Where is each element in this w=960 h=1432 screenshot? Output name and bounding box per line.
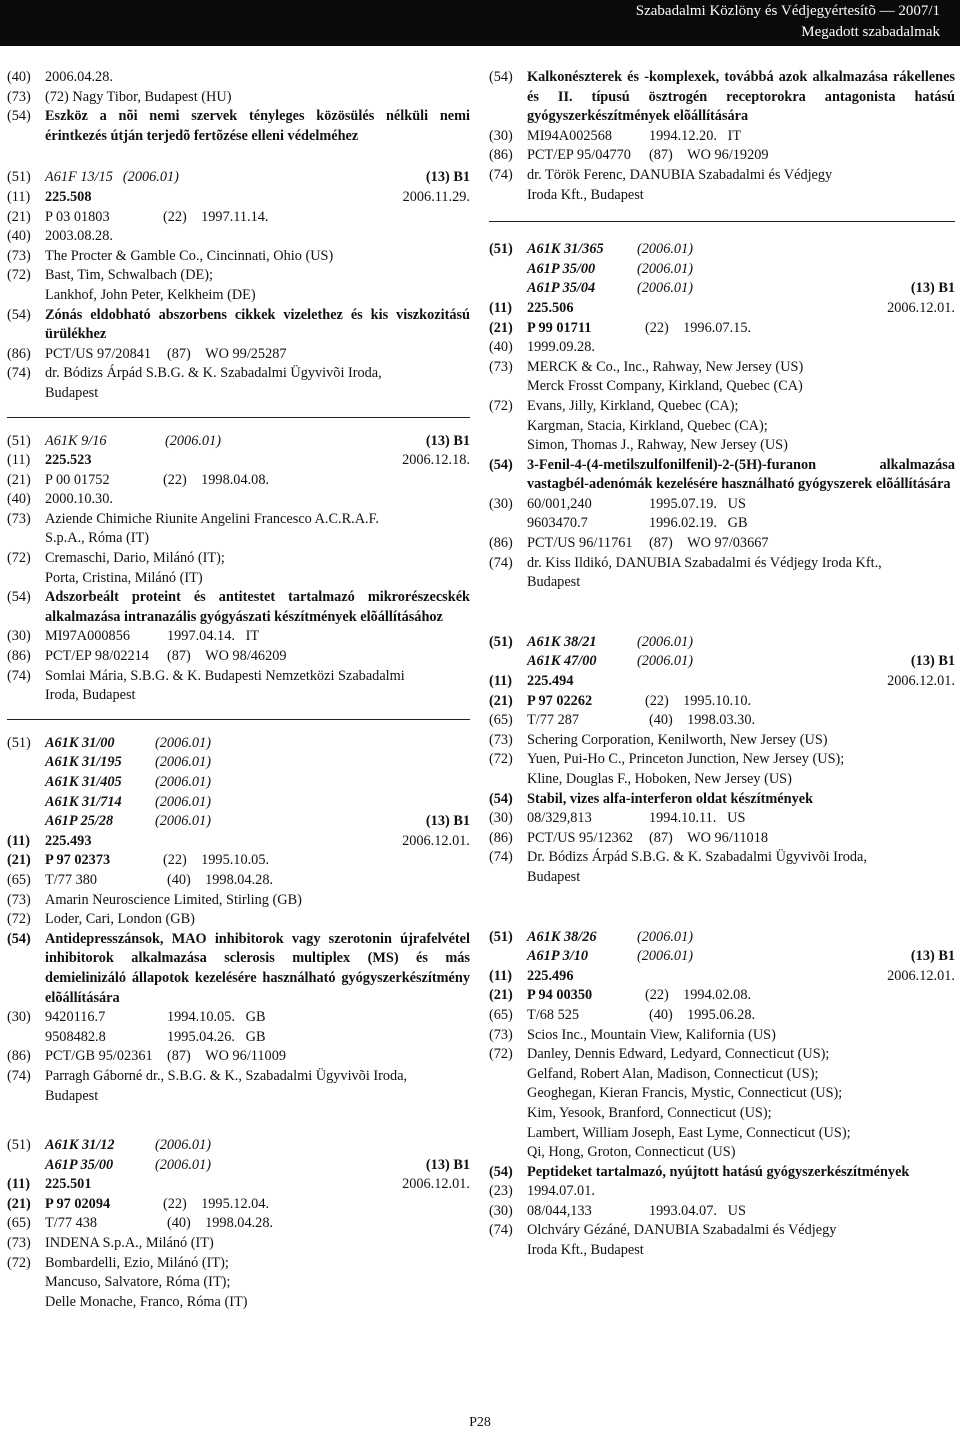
kind-code: (13) B1 bbox=[425, 169, 470, 186]
right-column bbox=[489, 68, 955, 1261]
ipc-class: A61P 35/00 bbox=[45, 1156, 114, 1173]
patent-entry: (51) A61K 31/00 (2006.01) A61K 31/195 (2006.01) A61K 31/405 (2006.01) A61K 31/714 (2006.01) A61P 25/28 (2006.01) (13) B1 (11) 225.493 2006.12.01. (21) P 97 02373 (22) 1995.10.05. (65) T/77 380 (40) 1998.04.28. (73) Amarin Neuroscience Limited, Stirling (GB) (72) Loder, Cari, London (GB) (54) Antidepresszánsok, MAO inhibitorok vagy szerotonin újrafelvétel inhibitorok alkalmazása sclerosis multiplex (MS) és más demielinizáló állapotok kezelésére használható gyógyszerkészítmény elõállítására (30) 9420116.7 1994.10.05. GB 9508482.8 1995.04.26. GB (86) PCT/GB 95/02361 (87) WO 96/11009 (74) Parragh Gáborné dr., S.B.G. & K., Szabadalmi Ügyvivõi Iroda, Budapest bbox=[7, 734, 470, 1104]
kind-code: (13) B1 bbox=[910, 280, 955, 297]
patent-title: Kalkonészterek és -komplexek, továbbá azok alkalmazása rákellenes és II. típusú ösztrogén receptorokra antagonista hatású gyógyszerkészítmények elõállítására bbox=[527, 69, 955, 125]
ipc-class: A61K 31/195 bbox=[45, 754, 122, 771]
patent-title: 3-Fenil-4-(4-metilszulfonilfenil)-2-(5H)-furanon alkalmazása vastagbél-adenómák kezelésére használható gyógyszerek elõállítására bbox=[527, 456, 955, 493]
kind-code: (13) B1 bbox=[910, 948, 955, 965]
patent-entry: (51) A61K 31/12 (2006.01) A61P 35/00 (2006.01) (13) B1 (11) 225.501 2006.12.01. (21) P 97 02094 (22) 1995.12.04. (65) T/77 438 (40) 1998.04.28. (73) INDENA S.p.A., Milánó (IT) (72) Bombardelli, Ezio, Milánó (IT); Mancuso, Salvatore, Róma (IT); Delle Monache, Franco, Róma (IT) bbox=[7, 1137, 470, 1310]
ipc-class: A61P 25/28 bbox=[45, 813, 114, 830]
patent-entry: (51) A61K 38/26 (2006.01) A61P 3/10 (2006.01) (13) B1 (11) 225.496 2006.12.01. (21) P 94 00350 (22) 1994.02.08. (65) T/68 525 (40) 1995.06.28. (73) Scios Inc., Mountain View, Kalifornia (US) (72) Danley, Dennis Edward, Ledyard, Connecticut (US); Gelfand, Robert Alan, Madison, Connecticut (US); Geoghegan, Kieran Francis, Mystic, Connecticut (US); Kim, Yesook, Branford, Connecticut (US); Lambert, William Joseph, East Lyme, Connecticut (US); Qi, Hong, Groton, Connecticut (US) (54) Peptideket tartalmazó, nyújtott hatású gyógyszerkészítmények (23) 1994.07.01. (30) 08/044,133 1993.04.07. US (74) Olchváry Gézáné, DANUBIA Szabadalmi és Védjegy Iroda Kft., Budapest bbox=[489, 928, 955, 1259]
page-header bbox=[0, 0, 960, 46]
patent-title: Adszorbeált proteint és antitestet tartalmazó mikrorészecskék alkalmazása intranazális gyógyászati készítmények elõállításához bbox=[45, 589, 470, 625]
patent-entry: (51) A61F 13/15 (2006.01) (13) B1 (11) 225.508 2006.11.29. (21) P 03 01803 (22) 1997.11.14. (40) 2003.08.28. (73) The Procter & Gamble Co., Cincinnati, Ohio (US) (72) Bast, Tim, Schwalbach (DE); Lankhof, John Peter, Kelkheim (DE) (54) Zónás eldobható abszorbens cikkek vizelethez és kis viszkozitású ürülékhez (86) PCT/US 97/20841 (87) WO 99/25287 (74) dr. Bódizs Árpád S.B.G. & K. Szabadalmi Ügyvivõi Iroda, Budapest bbox=[7, 169, 470, 401]
ipc-class: A61K 31/00 bbox=[45, 734, 115, 751]
patent-number: 225.506 bbox=[527, 299, 574, 316]
ipc-class: A61K 9/16 bbox=[45, 432, 107, 449]
kind-code: (13) B1 bbox=[910, 653, 955, 670]
page-number: P28 bbox=[469, 1415, 491, 1430]
patent-number: 225.508 bbox=[45, 188, 92, 205]
kind-code: (13) B1 bbox=[425, 432, 470, 449]
patent-number: 225.496 bbox=[527, 967, 574, 984]
ipc-class: A61K 38/26 bbox=[527, 928, 597, 945]
patent-title: Antidepresszánsok, MAO inhibitorok vagy szerotonin újrafelvétel inhibitorok alkalmazása sclerosis multiplex (MS) és más demielinizáló állapotok kezelésére használható gyógyszerkészítmény elõállítására bbox=[45, 930, 470, 1006]
patent-number: 225.493 bbox=[45, 832, 92, 849]
patent-title: Stabil, vizes alfa-interferon oldat készítmények bbox=[527, 790, 814, 807]
patent-title: Peptideket tartalmazó, nyújtott hatású gyógyszerkészítmények bbox=[527, 1163, 910, 1180]
ipc-class: A61P 35/00 bbox=[527, 260, 596, 277]
patent-number: 225.501 bbox=[45, 1176, 92, 1193]
patent-title: Zónás eldobható abszorbens cikkek vizelethez és kis viszkozitású ürülékhez bbox=[45, 306, 470, 343]
entry-divider bbox=[7, 417, 470, 418]
patent-entry: (51) A61K 9/16 (2006.01) (13) B1 (11) 225.523 2006.12.18. (21) P 00 01752 (22) 1998.04.08. (40) 2000.10.30. (73) Aziende Chimiche Riunite Angelini Francesco A.C.R.A.F. S.p.A., Róma (IT) (72) Cremaschi, Dario, Milánó (IT); Porta, Cristina, Milánó (IT) (54) Adszorbeált proteint és antitestet tartalmazó mikrorészecskék alkalmazása intranazális gyógyászati készítmények elõállításához (30) MI97A000856 1997.04.14. IT (86) PCT/EP 98/02214 (87) WO 98/46209 (74) Somlai Mária, S.B.G. & K. Budapesti Nemzetközi Szabadalmi Iroda, Budapest bbox=[7, 432, 470, 704]
ipc-class: A61F 13/15 bbox=[45, 169, 113, 186]
section-title: Megadott szabadalmak bbox=[801, 24, 940, 40]
journal-title: Szabadalmi Közlöny és Védjegyértesítõ — 2007/1 bbox=[635, 3, 940, 19]
entry-divider bbox=[7, 719, 470, 720]
ipc-class: A61K 38/21 bbox=[527, 633, 597, 650]
kind-code: (13) B1 bbox=[425, 813, 470, 830]
patent-title: Eszköz a nõi nemi szervek tényleges közösülés nélküli nemi érintkezés útján terjedõ fertõzése elleni védelméhez bbox=[45, 108, 470, 144]
ipc-class: A61K 31/365 bbox=[527, 241, 604, 258]
patent-entry: (54) Kalkonészterek és -komplexek, továbbá azok alkalmazása rákellenes és II. típusú ösztrogén receptorokra antagonista hatású gyógyszerkészítmények elõállítására (30) MI94A002568 1994.12.20. IT (86) PCT/EP 95/04770 (87) WO 96/19209 (74) dr. Török Ferenc, DANUBIA Szabadalmi és Védjegy Iroda Kft., Budapest bbox=[489, 69, 955, 203]
patent-entry: (51) A61K 38/21 (2006.01) A61K 47/00 (2006.01) (13) B1 (11) 225.494 2006.12.01. (21) P 97 02262 (22) 1995.10.10. (65) T/77 287 (40) 1998.03.30. (73) Schering Corporation, Kenilworth, New Jersey (US) (72) Yuen, Pui-Ho C., Princeton Junction, New Jersey (US); Kline, Douglas F., Hoboken, New Jersey (US) (54) Stabil, vizes alfa-interferon oldat készítmények (30) 08/329,813 1994.10.11. US (86) PCT/US 95/12362 (87) WO 96/11018 (74) Dr. Bódizs Árpád S.B.G. & K. Szabadalmi Ügyvivõi Iroda, Budapest bbox=[489, 633, 955, 885]
ipc-class: A61P 35/04 bbox=[527, 280, 596, 297]
ipc-class: A61K 31/12 bbox=[45, 1137, 115, 1154]
ipc-class: A61K 31/714 bbox=[45, 793, 122, 810]
patent-entry: (40) 2006.04.28. (73) (72) Nagy Tibor, Budapest (HU) (54) Eszköz a nõi nemi szervek tényleges közösülés nélküli nemi érintkezés útján terjedõ fertõzése elleni védelméhez bbox=[7, 68, 470, 146]
patent-entry: (51) A61K 31/365 (2006.01) A61P 35/00 (2006.01) A61P 35/04 (2006.01) (13) B1 (11) 225.506 2006.12.01. (21) P 99 01711 (22) 1996.07.15. (40) 1999.09.28. (73) MERCK & Co., Inc., Rahway, New Jersey (US) Merck Frosst Company, Kirkland, Quebec (CA) (72) Evans, Jilly, Kirkland, Quebec (CA); Kargman, Stacia, Kirkland, Quebec (CA); Simon, Thomas J., Rahway, New Jersey (US) (54) 3-Fenil-4-(4-metilszulfonilfenil)-2-(5H)-furanon alkalmazása vastagbél-adenómák kezelésére használható gyógyszerek elõállítására (30) 60/001,240 1995.07.19. US 9603470.7 1996.02.19. GB (86) PCT/US 96/11761 (87) WO 97/03667 (74) dr. Kiss Ildikó, DANUBIA Szabadalmi és Védjegy Iroda Kft., Budapest bbox=[489, 241, 955, 591]
entry-divider bbox=[489, 221, 955, 222]
patent-number: 225.494 bbox=[527, 673, 574, 690]
ipc-class: A61K 31/405 bbox=[45, 774, 122, 790]
ipc-class: A61P 3/10 bbox=[527, 948, 589, 965]
patent-number: 225.523 bbox=[45, 452, 92, 469]
ipc-class: A61K 47/00 bbox=[527, 653, 597, 670]
kind-code: (13) B1 bbox=[425, 1156, 470, 1173]
left-column bbox=[7, 68, 470, 1312]
